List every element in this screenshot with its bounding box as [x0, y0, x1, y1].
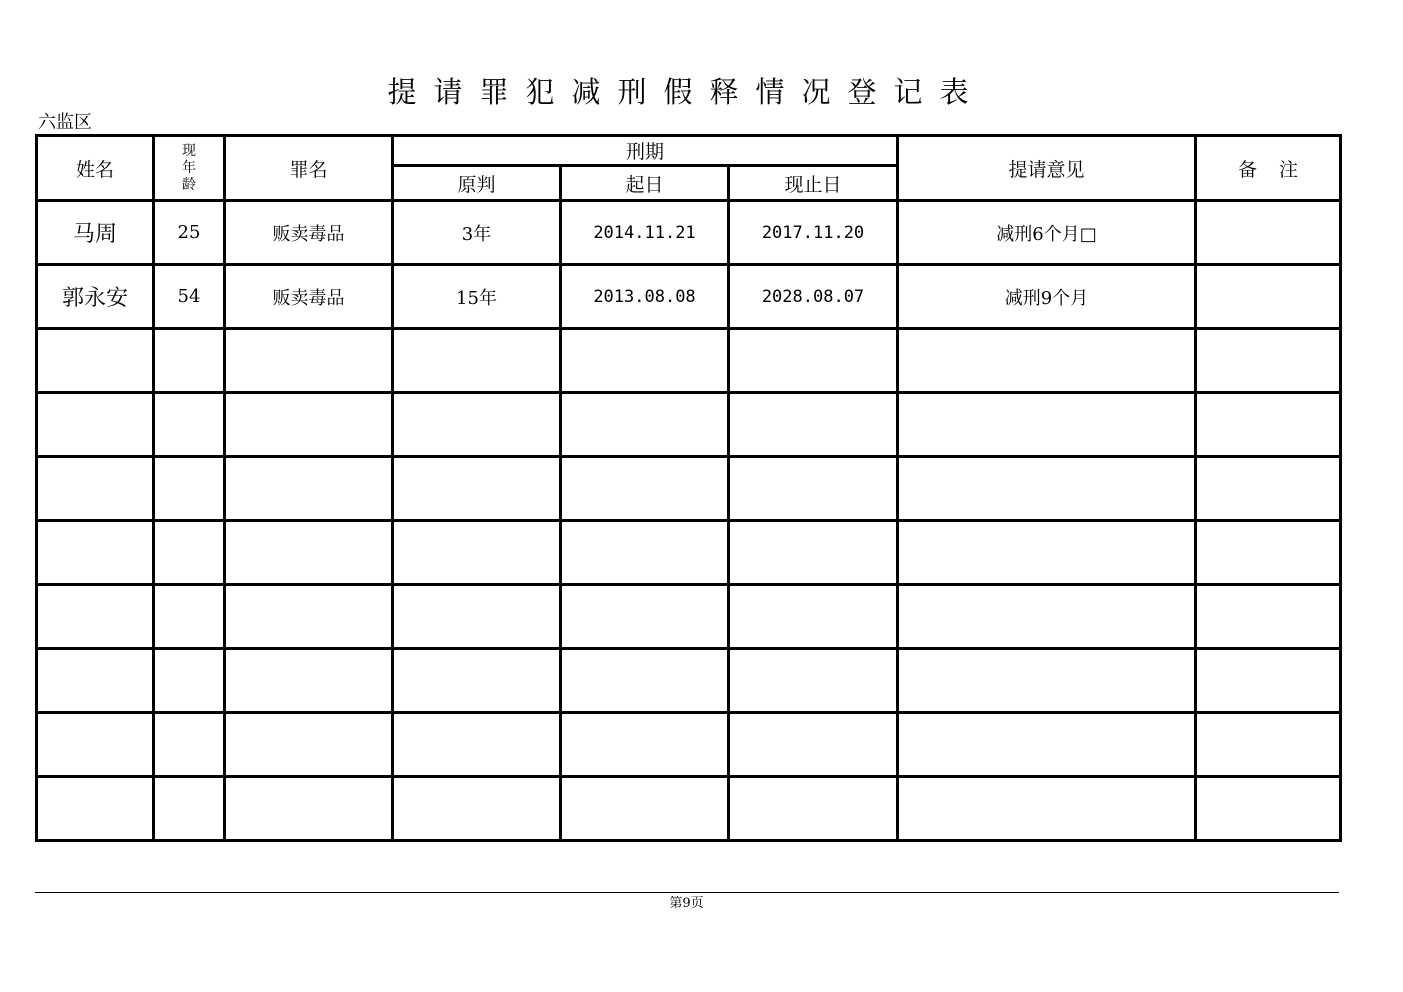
cell-opinion: 减刑9个月	[898, 265, 1196, 329]
header-age-char: 现	[182, 142, 196, 159]
cell-end	[729, 585, 898, 649]
cell-remarks	[1196, 393, 1341, 457]
cell-remarks	[1196, 585, 1341, 649]
header-current-end: 现止日	[729, 166, 898, 201]
prison-unit-label: 六监区	[38, 112, 92, 133]
cell-opinion	[898, 777, 1196, 841]
cell-opinion	[898, 649, 1196, 713]
cell-opinion	[898, 585, 1196, 649]
cell-opinion	[898, 713, 1196, 777]
cell-remarks	[1196, 457, 1341, 521]
header-age	[154, 136, 225, 201]
table-row	[37, 649, 1341, 713]
cell-end	[729, 393, 898, 457]
cell-name	[37, 585, 154, 649]
cell-original	[393, 649, 561, 713]
document-title: 提请罪犯减刑假释情况登记表	[387, 75, 986, 109]
cell-original: 15年	[393, 265, 561, 329]
cell-original	[393, 457, 561, 521]
cell-end	[729, 265, 898, 329]
footer-divider	[35, 892, 1339, 893]
cell-original	[393, 585, 561, 649]
cell-end	[729, 329, 898, 393]
cell-name	[37, 777, 154, 841]
cell-start-value: 2013.08.08	[593, 287, 696, 307]
table-row	[37, 777, 1341, 841]
cell-end	[729, 201, 898, 265]
cell-original	[393, 393, 561, 457]
cell-name	[37, 521, 154, 585]
cell-remarks	[1196, 201, 1341, 265]
cell-opinion	[898, 393, 1196, 457]
cell-remarks	[1196, 265, 1341, 329]
header-opinion: 提请意见	[898, 136, 1196, 201]
cell-age	[154, 521, 225, 585]
cell-age	[154, 393, 225, 457]
cell-opinion	[898, 329, 1196, 393]
table-row	[37, 521, 1341, 585]
header-age-char: 龄	[182, 176, 196, 193]
page-number: 第9页	[669, 896, 704, 911]
cell-end-value: 2028.08.07	[761, 287, 865, 307]
cell-age	[154, 713, 225, 777]
cell-name: 马周	[37, 201, 154, 265]
cell-crime	[225, 329, 393, 393]
cell-remarks	[1196, 777, 1341, 841]
cell-start	[561, 585, 729, 649]
cell-remarks	[1196, 329, 1341, 393]
cell-crime	[225, 777, 393, 841]
cell-age	[154, 585, 225, 649]
cell-name	[37, 649, 154, 713]
cell-original: 3年	[393, 201, 561, 265]
cell-end	[729, 777, 898, 841]
cell-start-value: 2014.11.21	[593, 223, 696, 243]
cell-crime	[225, 713, 393, 777]
table-row	[37, 457, 1341, 521]
cell-name	[37, 457, 154, 521]
cell-original	[393, 713, 561, 777]
header-original: 原判	[393, 166, 561, 201]
cell-crime	[225, 521, 393, 585]
table-row	[37, 713, 1341, 777]
cell-name	[37, 713, 154, 777]
cell-end	[729, 713, 898, 777]
cell-crime	[225, 649, 393, 713]
cell-start	[561, 393, 729, 457]
cell-name	[37, 393, 154, 457]
cell-end-value: 2017.11.20	[761, 223, 865, 243]
cell-start	[561, 457, 729, 521]
header-start: 起日	[561, 166, 729, 201]
cell-name	[37, 329, 154, 393]
cell-start	[561, 521, 729, 585]
header-sentence: 刑期	[393, 136, 898, 166]
header-row	[37, 136, 1341, 166]
header-crime: 罪名	[225, 136, 393, 201]
cell-end	[729, 457, 898, 521]
cell-opinion	[898, 457, 1196, 521]
cell-start	[561, 649, 729, 713]
cell-opinion: 减刑6个月□	[898, 201, 1196, 265]
cell-age	[154, 649, 225, 713]
header-age-char: 年	[182, 159, 196, 176]
cell-age	[154, 777, 225, 841]
header-remarks-label: 备注	[1237, 158, 1320, 181]
cell-crime: 贩卖毒品	[225, 201, 393, 265]
cell-crime	[225, 457, 393, 521]
cell-original	[393, 777, 561, 841]
cell-remarks	[1196, 713, 1341, 777]
cell-age: 54	[154, 265, 225, 329]
table-row	[37, 265, 1341, 329]
cell-age: 25	[154, 201, 225, 265]
table-body	[37, 201, 1341, 841]
cell-start	[561, 777, 729, 841]
cell-remarks	[1196, 521, 1341, 585]
cell-original	[393, 329, 561, 393]
cell-opinion	[898, 521, 1196, 585]
table-row	[37, 393, 1341, 457]
header-remarks	[1196, 136, 1341, 201]
cell-original	[393, 521, 561, 585]
cell-crime: 贩卖毒品	[225, 265, 393, 329]
table-row	[37, 201, 1341, 265]
table-row	[37, 585, 1341, 649]
registration-table	[35, 134, 1342, 842]
cell-age	[154, 329, 225, 393]
cell-name: 郭永安	[37, 265, 154, 329]
cell-remarks	[1196, 649, 1341, 713]
cell-end	[729, 521, 898, 585]
header-name: 姓名	[37, 136, 154, 201]
cell-crime	[225, 585, 393, 649]
cell-age	[154, 457, 225, 521]
cell-start	[561, 265, 729, 329]
cell-start	[561, 713, 729, 777]
cell-start	[561, 201, 729, 265]
table-row	[37, 329, 1341, 393]
cell-start	[561, 329, 729, 393]
cell-crime	[225, 393, 393, 457]
cell-end	[729, 649, 898, 713]
